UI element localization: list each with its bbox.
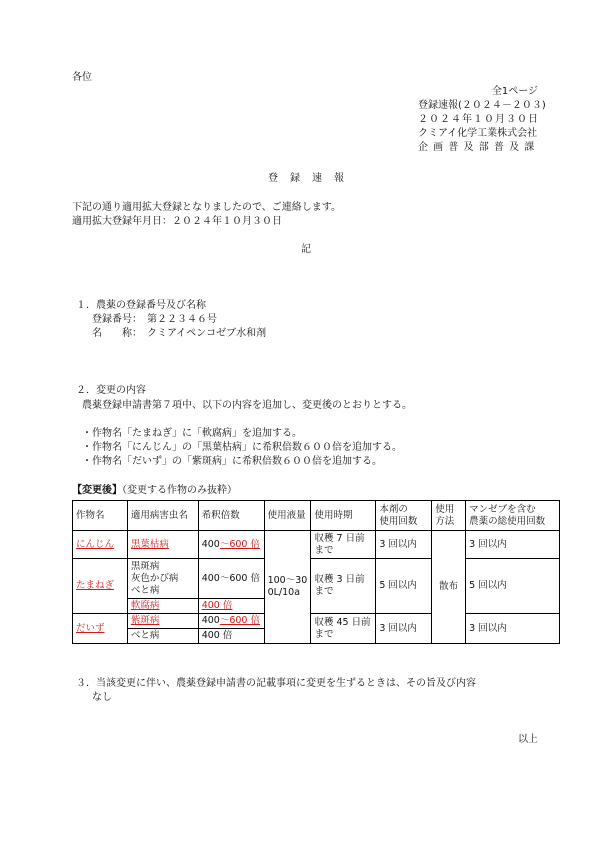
header-timing: 使用時期 — [311, 501, 376, 531]
table-caption — [72, 485, 237, 497]
closing-mark: 以上 — [518, 734, 538, 745]
document-title: 登 録 速 報 — [268, 173, 345, 184]
ki-heading: 記 — [301, 244, 311, 255]
count-cell: 3 回以内 — [376, 614, 432, 644]
volume-cell: 100～300L/10a — [264, 531, 311, 644]
bulletin-number: 登録速報(２０２４－２０３) — [418, 100, 546, 111]
dilution-added: ～600 倍 — [219, 538, 260, 550]
addressee: 各位 — [72, 72, 92, 83]
crop-ninjin: にんじん — [73, 531, 128, 559]
header-dilution: 希釈倍数 — [198, 501, 264, 531]
timing-cell: 収穫 45 日前まで — [311, 614, 376, 644]
dilution-cell — [198, 614, 264, 629]
registration-change-table — [72, 500, 560, 644]
header-count — [376, 501, 432, 531]
header-method-line: 方法 — [435, 515, 455, 527]
header-method — [432, 501, 466, 531]
section3-heading: ３．当該変更に伴い、農薬登録申請書の記載事項に変更を生ずるときは、その旨及び内容 — [76, 678, 476, 689]
table-row — [73, 559, 560, 599]
table-row — [73, 531, 560, 559]
disease-cell: 黒葉枯病 — [127, 531, 198, 559]
header-total — [466, 501, 560, 531]
crop-tamanegi: たまねぎ — [73, 559, 128, 614]
disease-cell: べと病 — [127, 629, 198, 644]
dilution-cell: 400 倍 — [198, 599, 264, 614]
section2-description: 農薬登録申請書第７項中、以下の内容を追加し、変更後のとおりとする。 — [82, 400, 412, 411]
header-total-line: マンゼブを含む — [469, 503, 536, 515]
header-total-line: 農薬の総使用回数 — [469, 515, 546, 527]
product-name: 名 称： クミアイペンコゼブ水和剤 — [92, 328, 267, 339]
disease-line: 黒斑病 — [130, 560, 160, 572]
timing-cell: 収穫 7 日前まで — [311, 531, 376, 559]
dilution-added: ～600 倍 — [219, 615, 260, 626]
table-header-row — [73, 501, 560, 531]
company-name: クミアイ化学工業株式会社 — [418, 128, 538, 139]
header-volume: 使用液量 — [264, 501, 311, 531]
table-row — [73, 614, 560, 629]
count-cell: 3 回以内 — [376, 531, 432, 559]
intro-line-2: 適用拡大登録年月日：２０２４年１０月３０日 — [72, 216, 282, 227]
crop-daizu: だいず — [73, 614, 128, 644]
table-caption-note: （変更する作物のみ抜粋） — [122, 485, 237, 496]
count-cell: 5 回以内 — [376, 559, 432, 614]
dilution-cell — [198, 531, 264, 559]
method-cell: 散布 — [432, 531, 466, 644]
timing-cell: 収穫 3 日前まで — [311, 559, 376, 614]
change-bullet: ・作物名「だいず」の「紫斑病」に希釈倍数６００倍を追加する。 — [82, 456, 382, 467]
disease-cell — [127, 559, 198, 599]
total-count-cell: 5 回以内 — [466, 559, 560, 614]
header-crop: 作物名 — [73, 501, 128, 531]
registration-number: 登録番号： 第２２３４６号 — [92, 314, 217, 325]
header-count-line: 本剤の — [379, 503, 408, 515]
header-disease: 適用病害虫名 — [127, 501, 198, 531]
dilution-cell: 400～600 倍 — [198, 559, 264, 599]
section1-heading: １．農薬の登録番号及び名称 — [76, 300, 206, 311]
change-bullet: ・作物名「にんじん」の「黒葉枯病」に希釈倍数６００倍を追加する。 — [82, 442, 402, 453]
section2-heading: ２．変更の内容 — [76, 385, 146, 396]
total-count-cell: 3 回以内 — [466, 614, 560, 644]
department-name: 企 画 普 及 部 普 及 課 — [418, 142, 536, 153]
dilution-base: 400 — [201, 615, 220, 626]
intro-line-1: 下記の通り適用拡大登録となりましたので、ご連絡します。 — [72, 202, 341, 213]
header-method-line: 使用 — [435, 503, 455, 515]
issue-date: ２０２４年１０月３０日 — [418, 114, 539, 125]
total-count-cell: 3 回以内 — [466, 531, 560, 559]
dilution-base: 400 — [201, 538, 220, 550]
change-bullet: ・作物名「たまねぎ」に「軟腐病」を追加する。 — [82, 428, 302, 439]
disease-cell: 紫斑病 — [127, 614, 198, 629]
dilution-cell: 400 倍 — [198, 629, 264, 644]
disease-line: べと病 — [130, 584, 160, 596]
page-info: 全1ページ — [491, 86, 538, 97]
disease-line: 灰色かび病 — [130, 572, 179, 584]
section3-value: なし — [92, 692, 112, 703]
disease-cell: 軟腐病 — [127, 599, 198, 614]
table-caption-bold: 【変更後】 — [72, 485, 122, 496]
header-count-line: 使用回数 — [379, 515, 418, 527]
